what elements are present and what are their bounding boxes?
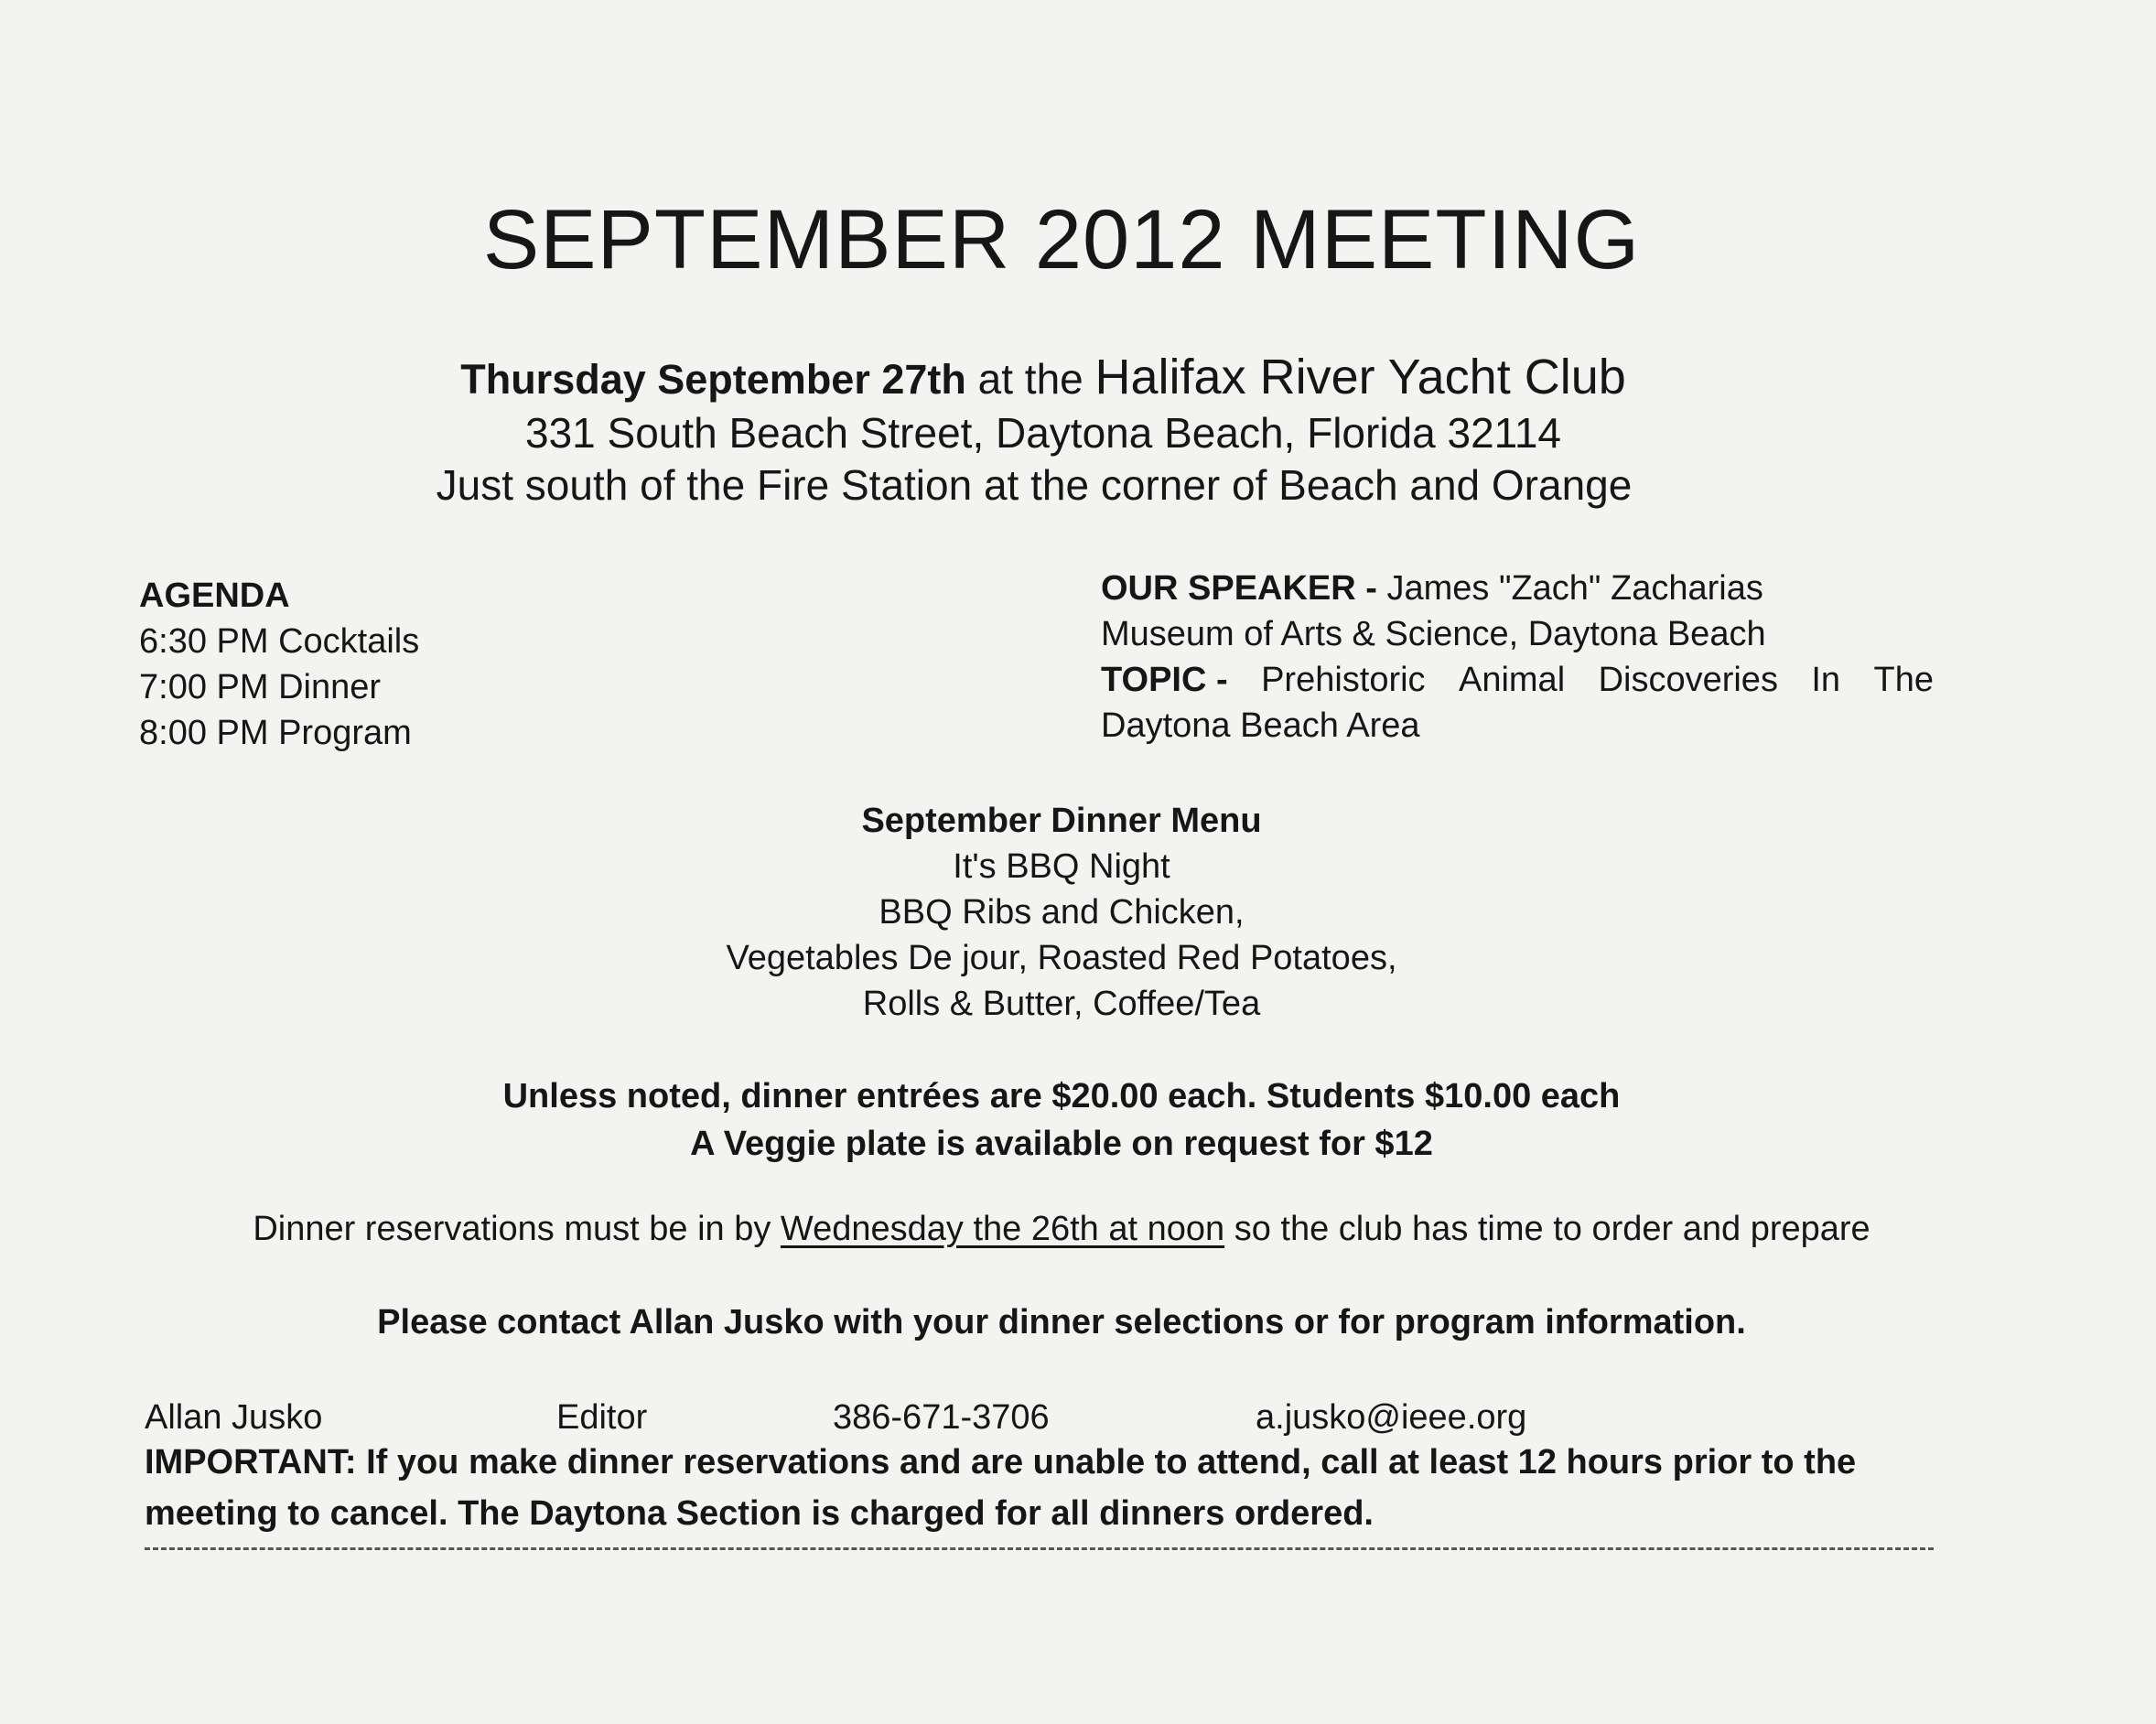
contact-phone: 386-671-3706 [833,1398,1050,1437]
agenda-item: 6:30 PM Cocktails [139,622,420,661]
speaker-section [1101,566,1934,749]
reservation-suffix: so the club has time to order and prepare [1234,1210,1870,1248]
pricing-line: A Veggie plate is available on request for $12 [690,1125,1433,1163]
important-notice [145,1437,1975,1539]
dinner-menu [604,798,1519,1027]
topic-line-2: Daytona Beach Area [1101,706,1420,745]
menu-item: It's BBQ Night [953,847,1170,886]
event-at-the: at the [977,355,1083,403]
topic-label: TOPIC - [1101,661,1228,699]
topic-word: Animal [1458,661,1566,699]
event-venue: Halifax River Yacht Club [1094,350,1626,404]
speaker-label: OUR SPEAKER - [1101,569,1377,608]
topic-line [1101,657,1934,703]
speaker-name: James "Zach" Zacharias [1386,569,1763,608]
page-title: SEPTEMBER 2012 MEETING [482,193,1641,286]
menu-item: Rolls & Butter, Coffee/Tea [862,985,1261,1023]
menu-item: Vegetables De jour, Roasted Red Potatoes, [726,939,1397,977]
topic-word: In [1811,661,1841,699]
speaker-line [1101,566,1934,611]
reservation-prefix: Dinner reservations must be in by [253,1210,771,1248]
contact-note: Please contact Allan Jusko with your dinner selections or for program information. [377,1303,1746,1341]
reservation-deadline [55,1210,2068,1249]
dashed-divider [145,1547,1934,1550]
contact-name: Allan Jusko [145,1398,323,1437]
important-label: IMPORTANT: [145,1443,357,1482]
event-date: Thursday September 27th [460,356,966,403]
menu-item: BBQ Ribs and Chicken, [879,893,1245,932]
contact-email: a.jusko@ieee.org [1256,1398,1527,1437]
topic-word: The [1873,661,1934,699]
important-text: If you make dinner reservations and are unable to attend, call at least 12 hours prior to the meeting to cancel. The Daytona Section is charged for all dinners ordered. [145,1443,1857,1533]
topic-word: Prehistoric [1261,661,1426,699]
pricing-section [329,1072,1794,1168]
event-directions: Just south of the Fire Station at the corner of Beach and Orange [436,461,1633,509]
agenda-heading: AGENDA [139,576,290,615]
speaker-affiliation: Museum of Arts & Science, Daytona Beach [1101,615,1766,653]
topic-word: Discoveries [1598,661,1778,699]
contact-role: Editor [556,1398,648,1437]
menu-heading: September Dinner Menu [861,802,1262,840]
agenda-item: 7:00 PM Dinner [139,668,382,706]
agenda-section [139,573,419,756]
reservation-deadline-date: Wednesday the 26th at noon [780,1210,1225,1248]
agenda-item: 8:00 PM Program [139,714,412,752]
event-address: 331 South Beach Street, Daytona Beach, Florida 32114 [524,409,1561,457]
pricing-line: Unless noted, dinner entrées are $20.00 each. Students $10.00 each [502,1077,1621,1115]
event-date-venue [384,348,1702,407]
